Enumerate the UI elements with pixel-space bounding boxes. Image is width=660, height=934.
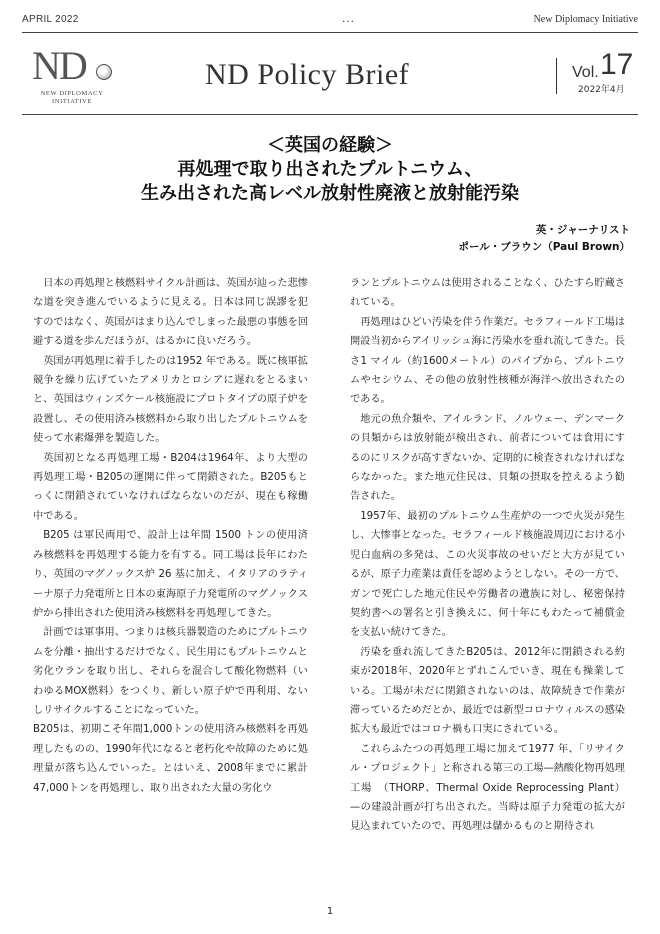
- paragraph: これらふたつの再処理工場に加えて1977 年、「リサイクル・プロジェクト」と称される第三の工場—熱酸化物再処理工場 （THORP、Thermal Oxide Reprocessing Plant）—の建設計画が打ち出された。当時は原子力発電の拡大が見込まれていたので、再処理は儲かるものと期待され: [350, 743, 625, 833]
- title-rule: [22, 114, 638, 115]
- nd-logo: [22, 44, 132, 108]
- header-dots: ...: [342, 11, 356, 25]
- logo-line-2: INITIATIVE: [52, 98, 92, 105]
- article-headline: [22, 134, 638, 206]
- header-rule: [22, 32, 638, 33]
- paragraph: 英国初となる再処理工場・B204は1964年、より大型の再処理工場・B205の運開に伴って閉鎖された。B205もとっくに閉鎖されていなければならないのだが、現在も稼働中である。: [33, 452, 308, 522]
- publication-title: ND Policy Brief: [205, 58, 410, 91]
- volume-label: Vol.: [572, 64, 599, 81]
- title-divider: [556, 58, 557, 94]
- organization-name: New Diplomacy Initiative: [533, 14, 638, 25]
- globe-icon: [96, 64, 112, 80]
- volume-number: 17: [600, 48, 634, 81]
- author-role: 英・ジャーナリスト: [535, 224, 630, 236]
- byline: [458, 222, 630, 256]
- page-header: [22, 11, 638, 28]
- headline-line-1: ＜英国の経験＞: [267, 135, 393, 156]
- paragraph: 1957年、最初のプルトニウム生産炉の一つで火災が発生し、大惨事となった。セラフィールド核施設周辺における小児白血病の多発は、この火災事故のせいだと大方が見ているが、原子力産業は責任を認めようとしない。その一方で、ガンで死亡した地元住民や労働者の遺族に対し、秘密保持契約書への署名と引き換えに、何十年にもわたって補償金を支払い続けてきた。: [350, 510, 625, 639]
- paragraph: ランとプルトニウムは使用されることなく、ひたすら貯蔵されている。: [350, 278, 625, 309]
- logo-line-1: NEW DIPLOMACY: [40, 90, 104, 97]
- headline-line-2: 再処理で取り出されたプルトニウム、: [177, 159, 483, 180]
- paragraph: 汚染を垂れ流してきたB205は、2012年に閉鎖される約束が2018年、2020年とずれこんでいき、現在も操業している。工場が未だに閉鎖されないのは、故障続きで作業が滞っているためだとか、最近では新型コロナウィルスの感染拡大も最近ではコロナ禍も口実にされている。: [350, 646, 625, 736]
- paragraph: 計画では軍事用、つまりは核兵器製造のためにプルトニウムを分離・抽出するだけでなく、民生用にもプルトニウムと劣化ウランを取り出し、それらを混合して酸化物燃料（いわゆるMOX燃料）をつくり、新しい原子炉で再利用、ないしリサイクルすることになっていた。: [33, 627, 308, 716]
- volume-date: 2022年4月: [578, 85, 625, 95]
- paragraph: B205は、初期こそ年間1,000トンの使用済み核燃料を再処理したものの、1990年代になると老朽化や故障のために処理量が落ち込んでいった。とはいえ、2008年までに累計47,000トンを再処理し、取り出された大量の劣化ウ: [33, 724, 308, 794]
- paragraph: B205 は軍民両用で、設計上は年間 1500 トンの使用済み核燃料を再処理する能力を有する。同工場は長年にわたり、英国のマグノックス炉 26 基に加え、イタリアのラティーナ原子力発電所と日本の東海原子力発電所のマグノックス炉から排出された使用済み核燃料を再処理してきた。: [33, 530, 308, 619]
- paragraph: 英国が再処理に着手したのは1952 年である。既に核軍拡競争を繰り広げていたアメリカとロシアに遅れをとるまいと、英国はウィンズケール核施設にプロトタイプの原子炉を設置し、その使用済み核燃料から取り出したプルトニウムを使って水素爆弾を製造した。: [33, 355, 308, 445]
- page-number: 1: [326, 906, 334, 917]
- paragraph: 日本の再処理と核燃料サイクル計画は、英国が辿った悲惨な道を突き進んでいるように見える。日本は同じ誤謬を犯すのではなく、英国がはまり込んでしまった最悪の事態を回避する道を歩んだほうが、はるかに良いだろう。: [33, 278, 308, 348]
- headline-line-3: 生み出された高レベル放射性廃液と放射能汚染: [141, 183, 519, 204]
- paragraph: 地元の魚介類や、アイルランド、ノルウェー、デンマークの貝類からは放射能が検出され、前者については食用にするのにリスクが高すぎないか、定期的に検査されなければならなかった。また地元住民は、貝類の摂取を控えるよう勧告された。: [350, 413, 625, 503]
- logo-mark: ND: [32, 43, 86, 88]
- issue-date: APRIL 2022: [22, 14, 79, 25]
- paragraph: 再処理はひどい汚染を伴う作業だ。セラフィールド工場は開設当初からアイリッシュ海に汚染水を垂れ流してきた。長さ1 マイル（約1600メートル）のパイプから、プルトニウムやセシウム、その他の放射性核種が海洋へ放出されたのである。: [350, 316, 625, 406]
- author-name: ポール・ブラウン（Paul Brown）: [458, 241, 630, 253]
- left-column: [33, 274, 308, 798]
- right-column: [350, 274, 625, 837]
